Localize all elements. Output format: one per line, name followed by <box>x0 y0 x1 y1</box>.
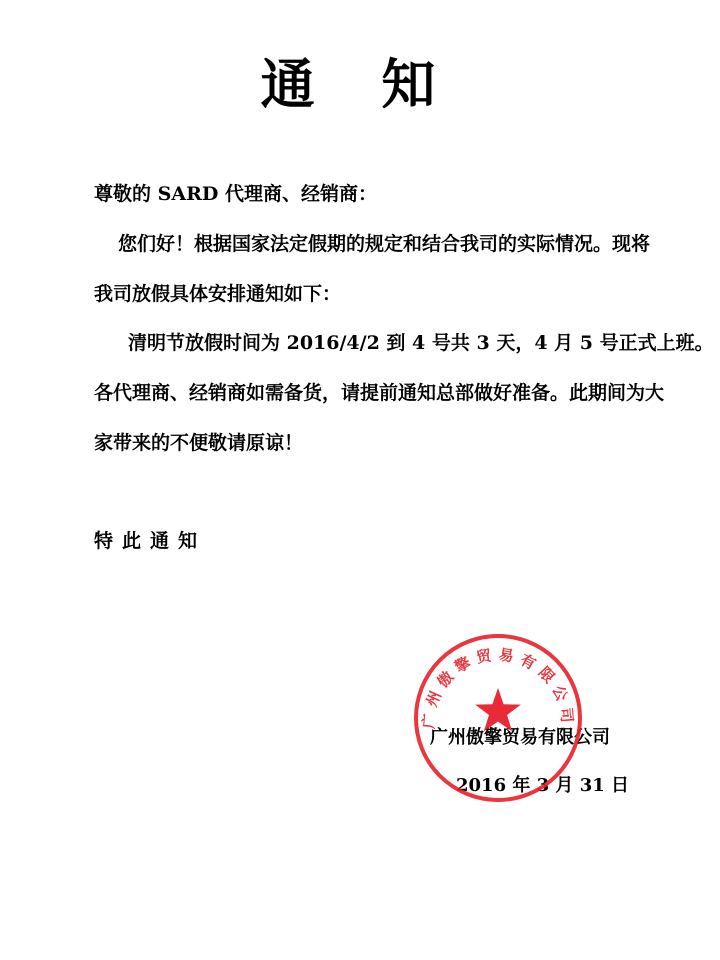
document-title: 通 知 <box>260 52 460 116</box>
paragraph2-line2: 各代理商、经销商如需备货，请提前通知总部做好准备。此期间为大 <box>94 382 665 404</box>
seal-star-icon <box>475 688 521 731</box>
salutation: 尊敬的 SARD 代理商、经销商： <box>94 183 377 205</box>
company-seal-stamp <box>408 628 588 808</box>
closing-text: 特此通知 <box>94 530 207 552</box>
seal-arc-text: 广州傲擎贸易有限公司 <box>419 645 577 730</box>
paragraph1-line2: 我司放假具体安排通知如下： <box>94 283 342 305</box>
paragraph2-line1: 清明节放假时间为 2016/4/2 到 4 号共 3 天，4 月 5 号正式上班。 <box>128 332 714 354</box>
paragraph2-line3: 家带来的不便敬请原谅！ <box>94 432 304 454</box>
signature-company: 广州傲擎贸易有限公司 <box>430 727 610 748</box>
paragraph1-line1: 您们好！根据国家法定假期的规定和结合我司的实际情况。现将 <box>118 233 651 255</box>
signature-date: 2016 年 3 月 31 日 <box>456 775 630 796</box>
